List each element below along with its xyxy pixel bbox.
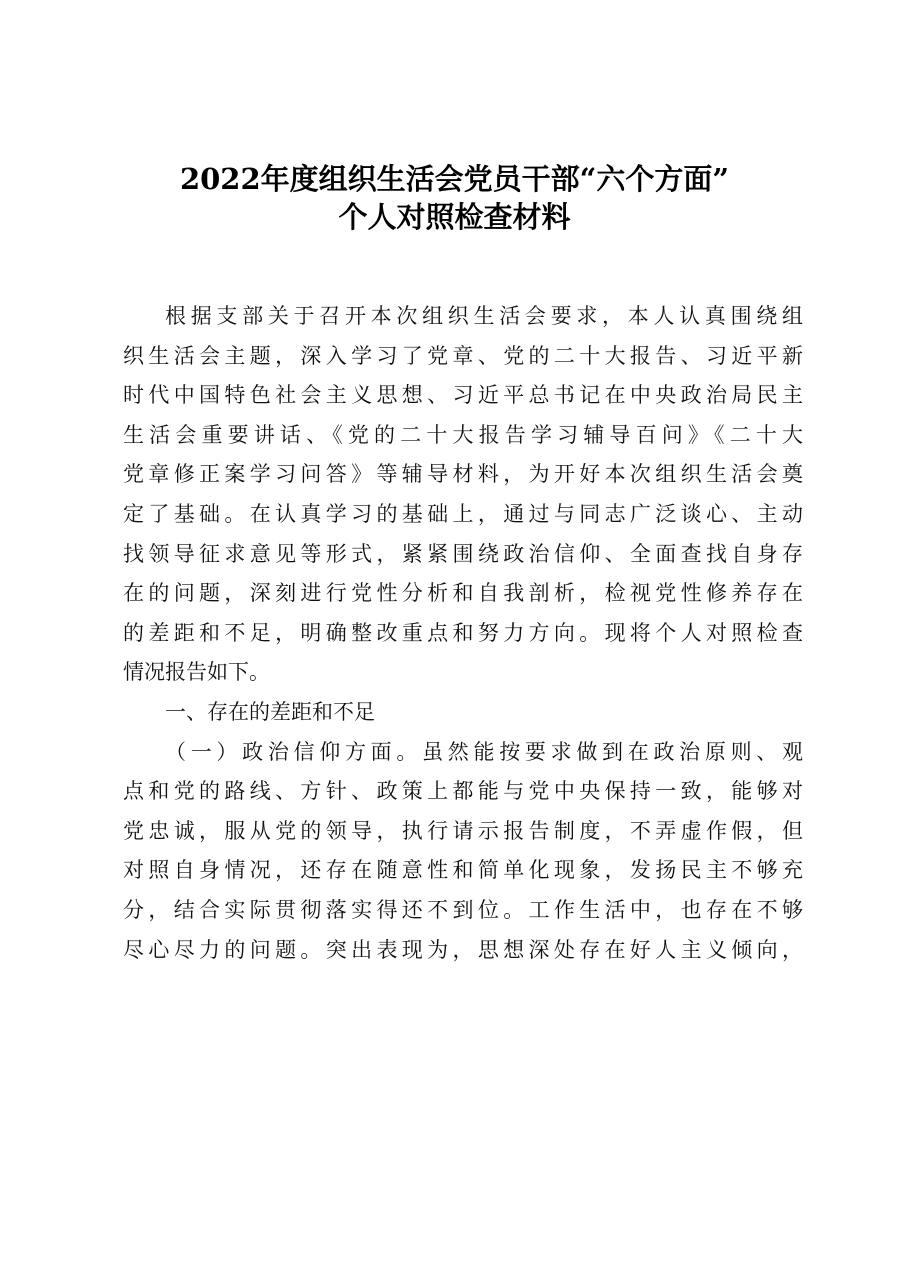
subsection-line: 分，结合实际贯彻落实得还不到位。工作生活中，也存在不够 (123, 897, 803, 922)
intro-line: 情况报告如下。 (123, 660, 270, 685)
intro-line: 生活会重要讲话、《党的二十大报告学习辅导百问》《二十大 (123, 422, 803, 447)
title-line-2: 个人对照检查材料 (338, 200, 571, 234)
intro-line: 党章修正案学习问答》等辅导材料，为开好本次组织生活会奠 (123, 462, 803, 487)
intro-line: 在的问题，深刻进行党性分析和自我剖析，检视党性修养存在 (123, 581, 803, 606)
subsection-line: 尽心尽力的问题。突出表现为，思想深处存在好人主义倾向， (123, 937, 803, 962)
subsection-line: 点和党的路线、方针、政策上都能与党中央保持一致，能够对 (123, 779, 803, 804)
subsection-line: 党忠诚，服从党的领导，执行请示报告制度，不弄虚作假，但 (123, 818, 803, 843)
intro-line: 时代中国特色社会主义思想、习近平总书记在中央政治局民主 (123, 383, 803, 408)
title-line-1: 2022年度组织生活会党员干部“六个方面” (179, 162, 730, 196)
intro-line: 定了基础。在认真学习的基础上，通过与同志广泛谈心、主动 (123, 501, 803, 526)
intro-line: 根据支部关于召开本次组织生活会要求，本人认真围绕组 (165, 304, 803, 328)
section-heading: 一、存在的差距和不足 (165, 699, 375, 724)
intro-line: 织生活会主题，深入学习了党章、党的二十大报告、习近平新 (123, 343, 803, 368)
intro-line: 的差距和不足，明确整改重点和努力方向。现将个人对照检查 (123, 620, 803, 645)
document-body (123, 297, 803, 970)
subsection-line: （一）政治信仰方面。虽然能按要求做到在政治原则、观 (165, 739, 803, 764)
subsection-line: 对照自身情况，还存在随意性和简单化现象，发扬民主不够充 (123, 858, 803, 883)
intro-line: 找领导征求意见等形式，紧紧围绕政治信仰、全面查找自身存 (123, 541, 803, 566)
document-title (0, 160, 909, 236)
